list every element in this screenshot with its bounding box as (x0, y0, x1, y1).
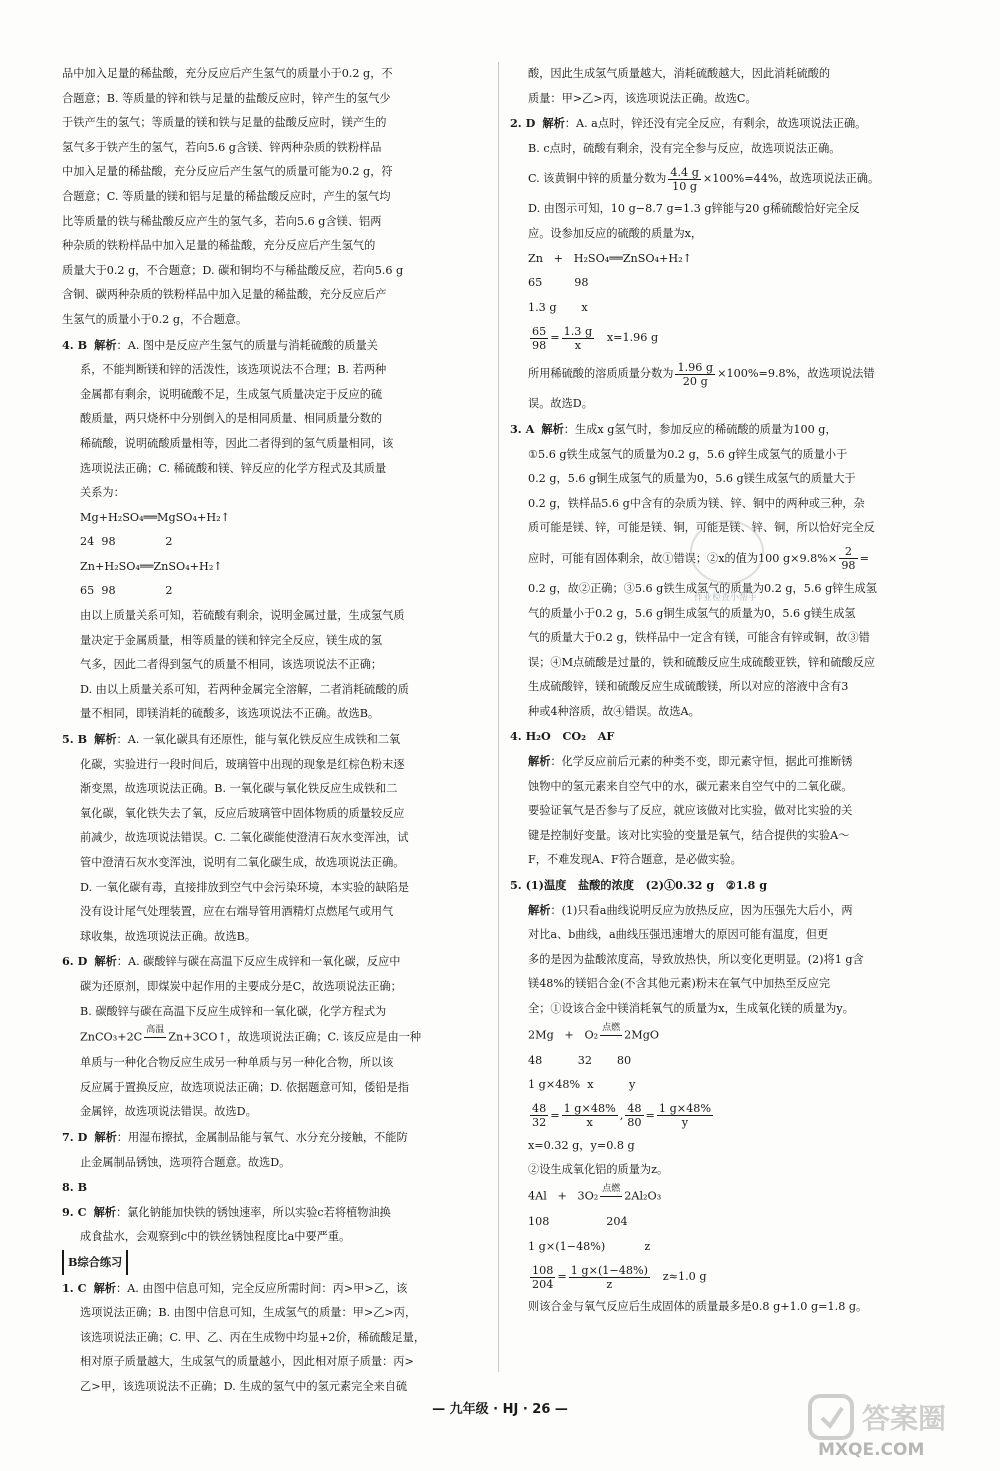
equation-part: 4Al + 3O₂ (528, 1189, 599, 1203)
text-line: 多的是因为盐酸浓度高，导致放热快，所以变化更明显。(2)将1 g含 (528, 952, 864, 966)
question-7-first-line (62, 1125, 490, 1151)
text-line: 稀硫酸，说明硫酸质量相等，因此二者得到的氢气质量相同，该 (80, 436, 394, 450)
question-b1-first-line (62, 1276, 490, 1302)
text-line: 气的质量小于0.2 g，5.6 g铜生成氢气的质量为0，5.6 g镁生成氢 (528, 606, 856, 620)
denominator: 32 (532, 1116, 547, 1130)
text-span: ：A. a点时，锌还没有完全反应，有剩余，故选项说法正确。 (564, 117, 867, 131)
equation-line (510, 1183, 940, 1210)
analysis-label: 解析 (93, 1280, 116, 1295)
text-line: 单质与一种化合物反应生成另一种单质与另一种化合物，所以该 (80, 1056, 394, 1070)
fraction-line: $\frac{48}{32}$ = $\frac{1 g\times 48\%}{x}$ , $\frac{48}{80}$ = $\frac{1 g\times 48\%}{y}$ (532, 1102, 711, 1130)
text-line: 气多，因此二者得到氢气的质量不相同，该选项说法不正确； (80, 658, 383, 672)
text-line: 球收集，故选项说法正确。故选B。 (80, 929, 257, 943)
question-number: 3. A (510, 421, 535, 436)
text-line: 量不相同，即镁消耗的硫酸多，该选项说法不正确。故选B。 (80, 707, 380, 721)
text-line: 前减少，故选项说法错误。C. 二氧化碳能使澄清石灰水变浑浊，试 (80, 831, 409, 845)
question-9-first-line (62, 1200, 490, 1226)
fraction-line (510, 320, 940, 356)
fraction (562, 325, 595, 352)
question-4-answer: 4. H₂O CO₂ AF (510, 729, 615, 744)
text-line: 于铁产生的氢气；等质量的镁和铁与足量的盐酸反应时，镁产生的 (62, 116, 387, 130)
text-line: 含铜、碳两种杂质的铁粉样品中加入足量的稀盐酸，充分反应后产 (62, 288, 387, 302)
equation-masses: 48 32 80 (528, 1053, 632, 1067)
text-span: ：生成x g氢气时，参加反应的稀硫酸的质量为100 g， (563, 422, 837, 436)
text-line: B. 碳酸锌与碳在高温下反应生成锌和一氧化碳，化学方程式为 (80, 1004, 387, 1018)
question-3-first-line (510, 417, 940, 443)
result: x=1.96 g (606, 331, 659, 345)
reaction-condition (144, 1024, 166, 1051)
text-line: 全；①设该合金中镁消耗氧气的质量为x，生成氧化镁的质量为y。 (528, 1002, 854, 1015)
equation-part: ZnCO₃+2C (80, 1030, 143, 1044)
fraction (839, 545, 857, 572)
text-line: 管中澄清石灰水变浑浊，说明有二氧化碳生成，故选项说法正确。 (80, 856, 405, 869)
equals-sign: = (859, 551, 869, 565)
page-footer: — 九年级 · HJ · 26 — (432, 1402, 568, 1417)
denominator: 98 (532, 338, 547, 352)
text-line: D. 由图示可知，10 g−8.7 g=1.3 g锌能与20 g稀硫酸恰好完全反 (528, 202, 860, 216)
text-span: ：A. 一氧化碳具有还原性，能与氧化铁反应生成铁和二氧 (116, 733, 401, 747)
text-line: 种或4种溶质，故④错误。故选A。 (528, 704, 700, 718)
section-heading-row (62, 1250, 490, 1276)
text-line: 对比a、b曲线，a曲线压强迅速增大的原因可能有温度，但更 (528, 928, 829, 942)
chemical-equation: Zn + H₂SO₄══ZnSO₄+H₂↑ (528, 251, 693, 265)
numerator: 4.4 g (670, 165, 699, 179)
text-span: ：A. 由图中信息可知，完全反应所需时间：丙>甲>乙，该 (116, 1281, 408, 1295)
question-number: 2. D (510, 116, 536, 131)
text-line: 要验证氧气是否参与了反应，就应该做对比实验，做对比实验的关 (528, 804, 853, 818)
analysis-label: 解析 (542, 116, 565, 131)
condition-text: 点燃 (600, 1022, 622, 1036)
equation-part: 2Al₂O₃ (624, 1189, 662, 1203)
text-line: 选项说法正确；C. 稀硫酸和镁、锌反应的化学方程式及其质量 (80, 461, 387, 475)
text-line: 金属都有剩余，说明硫酸不足，生成氢气质量决定于反应的硫 (80, 387, 383, 401)
fraction (625, 1102, 643, 1129)
question-5-answer: 5. (1)温度 盐酸的浓度 (2)①0.32 g ②1.8 g (510, 878, 768, 893)
text-line: B. c点时，硫酸有剩余，没有完全参与反应，故选项说法正确。 (528, 141, 841, 155)
text-line: 中加入足量的稀盐酸，充分反应后产生氢气的质量可能为0.2 g，符 (62, 165, 393, 179)
watermark-url: MXQE.COM (818, 1440, 925, 1460)
text-line: 酸，因此生成氢气质量越大，消耗硫酸越大，因此消耗硫酸的 (528, 67, 831, 80)
watermark-logo (808, 1392, 968, 1442)
text-line: 反应属于置换反应，故选项说法正确；D. 依据题意可知，倭铅是指 (80, 1080, 409, 1094)
text-line: 质量大于0.2 g，不合题意；D. 碳和铜均不与稀盐酸反应，若向5.6 g (62, 263, 404, 277)
text-line: 系，不能判断镁和锌的活泼性，该选项说法不合理；B. 若两种 (80, 363, 387, 377)
text-line: D. 由以上质量关系可知，若两种金属完全溶解，二者消耗硫酸的质 (80, 682, 409, 696)
numerator: 65 (532, 324, 547, 338)
text-span: ×100%=44%，故选项说法正确。 (702, 172, 880, 186)
text-line: 镁48%的镁铝合金(不含其他元素)粉末在氧气中加热至反应完 (528, 977, 831, 991)
fraction-line: $\frac{108}{204}$ = $\frac{1 g\times(1-48\%)}{z}$ z≈1.0 g (532, 1263, 707, 1291)
text-line: ①5.6 g铁生成氢气的质量为0.2 g，5.6 g锌生成氢气的质量小于 (528, 447, 848, 461)
equation-line (510, 1022, 940, 1049)
text-line: 质量：甲>乙>丙，该选项说法正确。故选C。 (528, 91, 757, 105)
text-line: 气的质量大于0.2 g，铁样品中一定含有镁，可能含有锌或铜，故③错 (528, 631, 870, 645)
text-span: ：A. 图中是反应产生氢气的质量与消耗硫酸的质量关 (116, 338, 378, 352)
denominator: 98 (841, 559, 856, 573)
numerator: 1 g×48% (658, 1102, 711, 1116)
text-line: D. 一氧化碳有毒，直接排放到空气中会污染环境，本实验的缺陷是 (80, 880, 409, 894)
result: z≈1.0 g (662, 1270, 707, 1284)
text-line: 关系为： (80, 486, 125, 500)
text-line: 生成硫酸锌，镁和硫酸反应生成硫酸镁，所以对应的溶液中含有3 (528, 680, 849, 694)
checkmark-icon (822, 1408, 842, 1426)
text-line: 氢气多于铁产生的氢气，若向5.6 g含镁、锌两种杂质的铁粉样品 (62, 140, 382, 154)
numerator: 1.96 g (677, 360, 714, 374)
equation-masses: 108 204 (528, 1214, 628, 1228)
text-line: 键是控制好变量。该对比实验的变量是氧气，结合提供的实验A～ (528, 828, 850, 842)
section-heading: B综合练习 (62, 1250, 128, 1275)
text-line: 酸质量，两只烧杯中分别倒入的是相同质量、相同质量分数的 (80, 412, 383, 426)
text-line: 应。设参加反应的硫酸的质量为x， (528, 226, 703, 240)
text-span: ：氯化钠能加快铁的锈蚀速率，所以实验c若将植物油换 (116, 1205, 391, 1219)
equation-masses: 65 98 (528, 276, 589, 290)
question-number: 6. D (62, 954, 88, 969)
analysis-label: 解析 (93, 1204, 116, 1219)
question-8-answer: 8. B (62, 1180, 88, 1195)
fraction (530, 1102, 548, 1129)
text-line: 合题意；C. 等质量的镁和铝与足量的稀盐酸反应时，产生的氢气均 (62, 189, 391, 203)
reaction-condition (600, 1183, 622, 1210)
numerator: 48 (532, 1102, 547, 1116)
denominator: 20 g (682, 374, 708, 388)
equation-values: 1.3 g x (528, 300, 588, 314)
text-line: 品中加入足量的稀盐酸，充分反应后产生氢气的质量小于0.2 g，不 (62, 67, 393, 80)
denominator: y (681, 1116, 689, 1130)
equation-part: 2Mg + O₂ (528, 1028, 599, 1042)
denominator: x (574, 338, 582, 352)
equation-values: 1 g×48% x y (528, 1078, 636, 1092)
equals-sign: = (550, 331, 560, 345)
watermark-logo-text: 答案圈 (862, 1402, 947, 1435)
text-line: 相对原子质量越大，生成氢气的质量越小，因此相对原子质量：丙> (80, 1355, 414, 1369)
question-number: 7. D (62, 1129, 88, 1144)
question-number: 5. B (62, 732, 88, 747)
result-line: x=0.32 g，y=0.8 g (528, 1138, 635, 1152)
denominator: 10 g (672, 179, 698, 193)
denominator: z (606, 1277, 613, 1291)
question-number: 1. C (62, 1280, 87, 1295)
text-line: ②设生成氧化铝的质量为z。 (528, 1163, 669, 1177)
column-divider (498, 62, 499, 1372)
question-4-first-line (62, 333, 490, 359)
analysis-label: 解析 (528, 754, 551, 769)
numerator: 48 (627, 1102, 642, 1116)
text-line: 误。故选D。 (528, 397, 593, 411)
denominator: x (586, 1116, 593, 1130)
text-line: 蚀物中的氢元素来自空气中的水，碳元素来自空气中的二氧化碳。 (528, 779, 853, 793)
text-line: F，不难发现A、F符合题意，是必做实验。 (528, 853, 742, 867)
text-span: 所用稀硫酸的溶质质量分数为 (528, 367, 674, 381)
analysis-label: 解析 (94, 1129, 117, 1144)
analysis-line (510, 749, 940, 775)
numerator: 1.3 g (563, 324, 593, 338)
equation-part: 2MgO (624, 1028, 660, 1042)
text-span: ：化学反应前后元素的种类不变，即元素守恒，据此可推断锈 (550, 755, 853, 769)
question-6-first-line (62, 949, 490, 975)
text-line: 误；④M点硫酸是过量的，铁和硫酸反应生成硫酸亚铁，锌和硫酸反应 (528, 655, 876, 669)
numerator: 2 (839, 545, 857, 559)
fraction (668, 166, 701, 193)
text-line: 止金属制品锈蚀，选项符合题意。故选D。 (80, 1155, 291, 1169)
text-line: 选项说法正确；B. 由图中信息可知，生成氢气的质量：甲>乙>丙， (80, 1306, 417, 1320)
equation-line (62, 1024, 490, 1051)
fraction (569, 1264, 650, 1291)
text-span: 应时，可能有固体剩余，故①错误；②x的值为100 g×9.8%× (528, 551, 838, 565)
text-line: 0.2 g，5.6 g铜生成氢气的质量为0，5.6 g镁生成氢气的质量大于 (528, 472, 856, 486)
watermark-stamp-text: 作业检查小帮手 (694, 593, 758, 603)
equation-masses: 24 98 2 (80, 535, 173, 549)
equation-values: 1 g×(1−48%) z (528, 1239, 651, 1253)
numerator: 108 (532, 1263, 554, 1277)
text-line: 合题意；B. 等质量的锌和铁与足量的盐酸反应时，锌产生的氢气少 (62, 91, 391, 105)
fraction-line (510, 161, 940, 197)
analysis-label: 解析 (541, 421, 564, 436)
text-line: 0.2 g，故②正确；③5.6 g铁生成氢气的质量为0.2 g，5.6 g锌生成氢 (528, 581, 877, 595)
text-line: 乙>甲，该选项说法不正确；D. 生成的氢气中的氢元素完全来自硫 (80, 1379, 408, 1393)
equation-masses: 65 98 2 (80, 584, 173, 598)
chemical-equation: Mg+H₂SO₄══MgSO₄+H₂↑ (80, 510, 230, 524)
text-span: ：A. 碳酸锌与碳在高温下反应生成锌和一氧化碳，反应中 (116, 955, 401, 969)
question-5-first-line (62, 727, 490, 753)
question-2-first-line (510, 111, 940, 137)
analysis-label: 解析 (528, 902, 551, 917)
chemical-equation: Zn+H₂SO₄══ZnSO₄+H₂↑ (80, 559, 223, 573)
fraction (657, 1102, 713, 1129)
reaction-condition (600, 1022, 622, 1049)
text-line: 该选项说法正确；C. 甲、乙、丙在生成物中均显+2价，稀硫酸足量， (80, 1330, 426, 1344)
right-column (510, 62, 940, 1320)
text-line: 氧化碳，氧化铁失去了氧，反应后玻璃管中固体物质的质量较反应 (80, 806, 405, 820)
text-line: 成食盐水，会观察到c中的铁丝锈蚀程度比a中要严重。 (80, 1230, 351, 1244)
numerator: 1 g×48% (563, 1102, 616, 1116)
text-line: 种杂质的铁粉样品中加入足量的稀盐酸，充分反应后产生氢气的 (62, 239, 376, 253)
fraction (562, 1102, 618, 1129)
text-line: 由以上质量关系可知，若硫酸有剩余，说明金属过量，生成氢气质 (80, 609, 405, 623)
text-line: 质可能是镁、锌，可能是镁、铜，可能是镁、锌、铜，所以恰好完全反 (528, 521, 875, 535)
analysis-line (510, 898, 940, 924)
condition-text: 高温 (144, 1024, 166, 1038)
question-number: 4. B (62, 337, 88, 352)
text-line: 没有设计尾气处理装置，应在右端导管用酒精灯点燃尾气或用气 (80, 905, 394, 919)
text-span: C. 该黄铜中锌的质量分数为 (528, 172, 667, 186)
denominator: 80 (627, 1116, 642, 1130)
text-line: 量决定于金属质量，相等质量的镁和锌完全反应，镁生成的氢 (80, 633, 383, 647)
text-line: 比等质量的铁与稀盐酸反应产生的氢气多，若向5.6 g含镁、铝两 (62, 214, 382, 228)
condition-text: 点燃 (600, 1183, 622, 1197)
text-span: ：用湿布擦拭，金属制品能与氧气、水分充分接触，不能防 (116, 1130, 408, 1144)
fraction-line (510, 356, 940, 392)
numerator: 1 g×(1−48%) (570, 1263, 649, 1277)
text-line: 化碳，实验进行一段时间后，玻璃管中出现的现象是红棕色粉末逐 (80, 757, 405, 771)
analysis-label: 解析 (94, 954, 117, 969)
denominator: 204 (532, 1277, 554, 1291)
question-number: 9. C (62, 1204, 87, 1219)
text-span: ×100%=9.8%，故选项说法错 (717, 367, 875, 381)
analysis-label: 解析 (94, 732, 117, 747)
text-span: ：(1)只看a曲线说明反应为放热反应，因为压强先大后小，两 (550, 903, 853, 917)
text-line: 碳为还原剂，即煤炭中起作用的主要成分是C，故选项说法正确； (80, 979, 402, 993)
text-line: 渐变黑，故选项说法正确。B. 一氧化碳与氧化铁反应生成铁和二 (80, 782, 398, 796)
fraction (530, 1264, 555, 1291)
analysis-label: 解析 (94, 337, 117, 352)
watermark-logo-box (810, 1396, 852, 1438)
text-line: 生氢气的质量小于0.2 g，不合题意。 (62, 312, 248, 326)
text-line: 金属锌，故选项说法错误。故选D。 (80, 1105, 257, 1119)
left-column (62, 62, 490, 1399)
fraction (675, 361, 715, 388)
text-line: 0.2 g，铁样品5.6 g中含有的杂质为镁、锌、铜中的两种或三种，杂 (528, 496, 865, 510)
watermark-stamp (690, 520, 764, 584)
equation-part: Zn+3CO↑，故选项说法正确；C. 该反应是由一种 (168, 1030, 422, 1044)
text-line: 则该合金与氧气反应后生成固体的质量最多是0.8 g+1.0 g=1.8 g。 (528, 1300, 868, 1314)
fraction (530, 325, 548, 352)
